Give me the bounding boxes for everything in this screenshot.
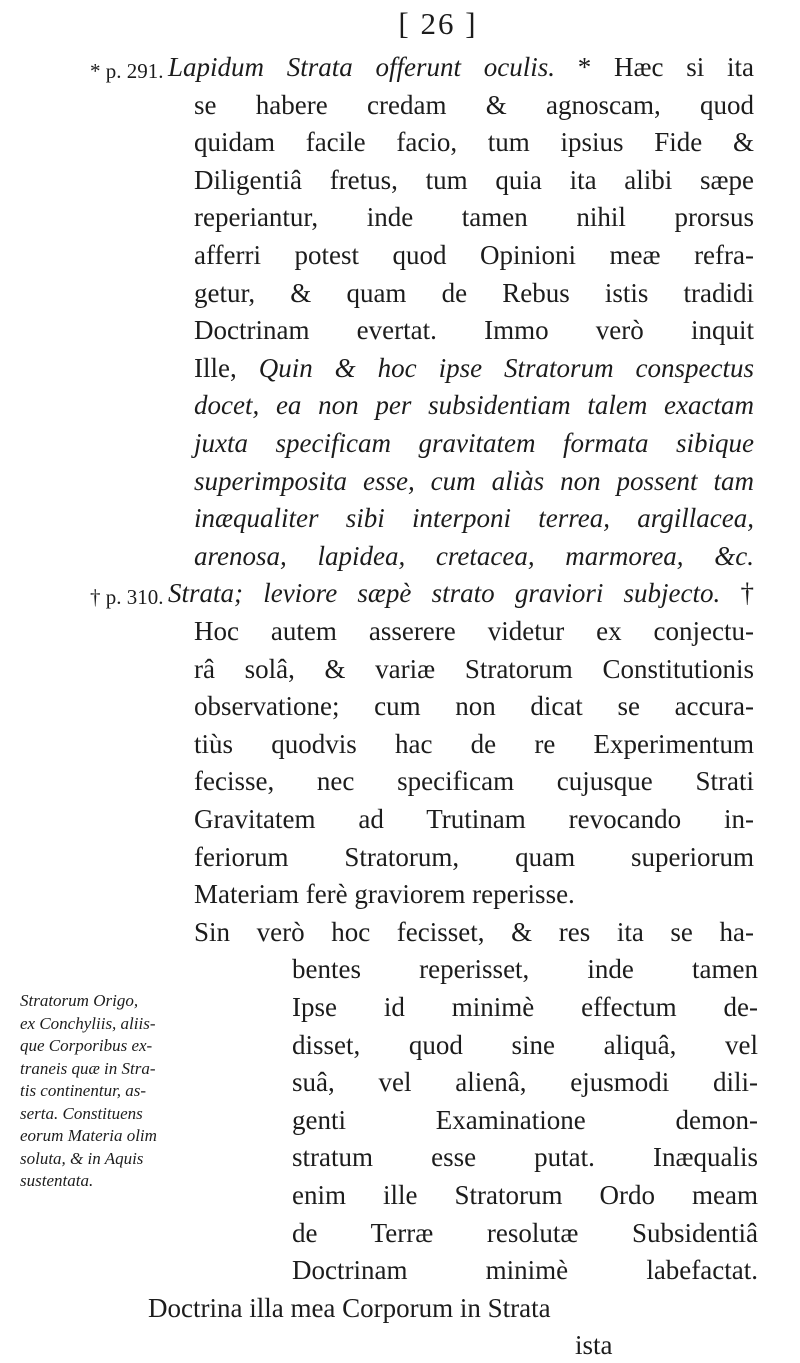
text-segment: Ipse id minimè effectum de- bbox=[292, 992, 758, 1022]
text-segment: † bbox=[720, 578, 754, 609]
line-text bbox=[194, 425, 754, 461]
line-text bbox=[194, 237, 754, 273]
line-text bbox=[194, 538, 754, 574]
line-text bbox=[148, 1290, 551, 1326]
line-text bbox=[194, 275, 754, 311]
line-text bbox=[292, 951, 758, 987]
text-segment: observatione; cum non dicat se accura- bbox=[194, 691, 754, 722]
line-text bbox=[292, 1027, 758, 1063]
text-segment: Ille, bbox=[194, 352, 259, 383]
line-text bbox=[194, 688, 754, 724]
margin-note-line: serta. Constituens bbox=[20, 1103, 143, 1123]
text-segment: fecisse, nec specificam cujusque Strati bbox=[194, 766, 754, 797]
margin-note-line: tis continentur, as- bbox=[20, 1081, 147, 1100]
line-text bbox=[575, 1327, 613, 1363]
italic-segment: arenosa, lapidea, cretacea, marmorea, &c. bbox=[194, 540, 754, 571]
line-text bbox=[194, 199, 754, 235]
line-text bbox=[168, 49, 754, 85]
page-reference: * p. 291. bbox=[90, 59, 164, 83]
line-text bbox=[194, 613, 754, 649]
line-text bbox=[194, 839, 754, 875]
text-segment: disset, quod sine aliquâ, vel bbox=[292, 1029, 758, 1060]
margin-note-line: soluta, & in Aquis bbox=[20, 1148, 144, 1168]
margin-note bbox=[20, 990, 188, 1193]
margin-note-line: sustentata. bbox=[20, 1171, 94, 1190]
line-text bbox=[194, 500, 754, 536]
line-text bbox=[194, 801, 754, 837]
italic-segment: superimposita esse, cum aliàs non possent tam bbox=[194, 465, 754, 496]
margin-note-line: eorum Materia olim bbox=[20, 1126, 157, 1145]
line-text bbox=[194, 914, 754, 950]
margin-note-line: traneis quæ in Stra- bbox=[20, 1058, 156, 1078]
line-text bbox=[292, 1139, 758, 1175]
text-segment: bentes reperisset, inde tamen bbox=[292, 954, 758, 985]
text-segment: tiùs quodvis hac de re Experimentum bbox=[194, 728, 754, 759]
line-text bbox=[194, 651, 754, 687]
italic-segment: Strata; leviore sæpè strato graviori subjecto. bbox=[168, 578, 721, 609]
line-text bbox=[292, 1177, 758, 1213]
text-segment: stratum esse putat. Inæqualis bbox=[292, 1142, 758, 1173]
line-text bbox=[292, 1252, 758, 1288]
text-segment: Diligentiâ fretus, tum quia ita alibi sæpe bbox=[194, 164, 754, 195]
text-segment: suâ, vel alienâ, ejusmodi dili- bbox=[292, 1067, 758, 1098]
text-segment: quidam facile facio, tum ipsius Fide & bbox=[194, 127, 754, 158]
line-text bbox=[194, 726, 754, 762]
page-reference: † p. 310. bbox=[90, 585, 164, 610]
text-segment: ista bbox=[575, 1330, 613, 1361]
text-segment: Materiam ferè graviorem reperisse. bbox=[194, 879, 575, 910]
page-number: [ 26 ] bbox=[398, 6, 478, 41]
line-text bbox=[194, 387, 754, 423]
text-segment: de Terræ resolutæ Subsidentiâ bbox=[292, 1217, 758, 1248]
italic-segment: Quin & hoc ipse Stratorum conspectus bbox=[258, 352, 754, 383]
text-segment: râ solâ, & variæ Stratorum Constitutionis bbox=[194, 653, 754, 684]
text-segment: Gravitatem ad Trutinam revocando in- bbox=[194, 804, 754, 834]
line-text bbox=[292, 989, 758, 1025]
line-text bbox=[194, 312, 754, 348]
line-text bbox=[292, 1064, 758, 1100]
text-segment: Sin verò hoc fecisset, & res ita se ha- bbox=[194, 916, 754, 947]
text-segment: Doctrinam minimè labefactat. bbox=[292, 1255, 758, 1286]
line-text bbox=[168, 575, 754, 611]
text-segment: * Hæc si ita bbox=[555, 52, 754, 82]
line-text bbox=[194, 463, 754, 499]
line-text bbox=[194, 350, 754, 386]
text-segment: se habere credam & agnoscam, quod bbox=[194, 89, 754, 120]
italic-segment: juxta specificam gravitatem formata sibique bbox=[194, 428, 754, 458]
margin-note-line: ex Conchyliis, aliis- bbox=[20, 1013, 156, 1033]
margin-note-line: Stratorum Origo, bbox=[20, 991, 139, 1010]
text-segment: Doctrina illa mea Corporum in Strata bbox=[148, 1292, 551, 1323]
line-text bbox=[194, 876, 575, 912]
line-text bbox=[292, 1102, 758, 1138]
italic-segment: docet, ea non per subsidentiam talem exactam bbox=[194, 390, 754, 421]
margin-note-line: que Corporibus ex- bbox=[20, 1036, 153, 1055]
text-segment: Doctrinam evertat. Immo verò inquit bbox=[194, 315, 754, 346]
line-text bbox=[194, 763, 754, 799]
text-segment: genti Examinatione demon- bbox=[292, 1104, 758, 1135]
text-segment: reperiantur, inde tamen nihil prorsus bbox=[194, 202, 754, 233]
line-text bbox=[292, 1215, 758, 1251]
line-text bbox=[194, 87, 754, 123]
line-text bbox=[194, 162, 754, 198]
text-segment: feriorum Stratorum, quam superiorum bbox=[194, 841, 754, 872]
text-segment: getur, & quam de Rebus istis tradidi bbox=[194, 277, 754, 308]
text-segment: afferri potest quod Opinioni meæ refra- bbox=[194, 240, 754, 270]
line-text bbox=[194, 124, 754, 160]
text-segment: enim ille Stratorum Ordo meam bbox=[292, 1180, 758, 1210]
text-segment: Hoc autem asserere videtur ex conjectu- bbox=[194, 616, 754, 646]
italic-segment: Lapidum Strata offerunt oculis. bbox=[168, 52, 556, 82]
italic-segment: inæqualiter sibi interponi terrea, argillacea, bbox=[194, 503, 754, 534]
